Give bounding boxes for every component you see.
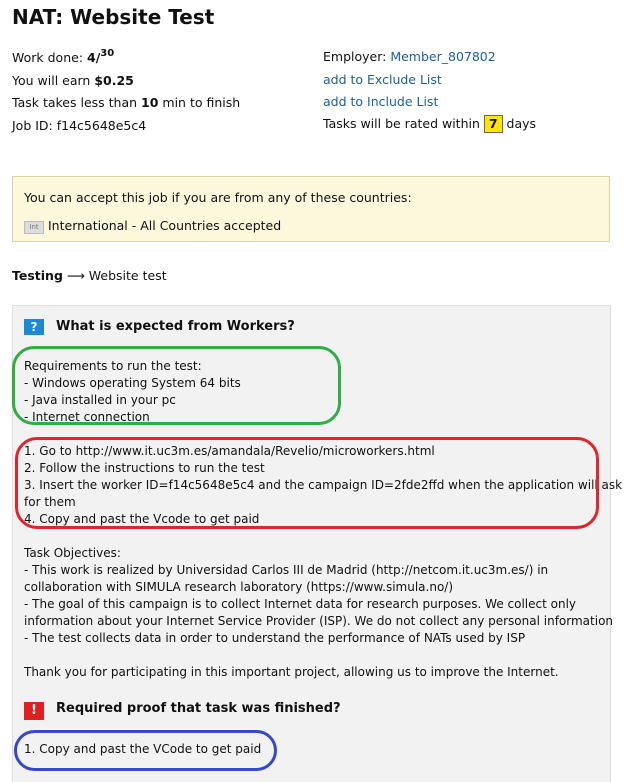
step-line: for them: [24, 495, 76, 509]
country-label: International - All Countries accepted: [48, 218, 282, 233]
objectives-line: Task Objectives:: [24, 546, 121, 560]
international-flag-icon: Int: [24, 221, 44, 234]
step-line: 1. Go to http://www.it.uc3m.es/amandala/Revelio/microworkers.html: [24, 444, 435, 458]
employer-link[interactable]: Member_807802: [390, 49, 496, 64]
objectives-line: information about your Internet Service Provider (ISP). We do not collect any personal information: [24, 614, 614, 628]
requirement-line: - Windows operating System 64 bits: [24, 376, 241, 390]
rated-suffix: days: [502, 116, 537, 131]
expected-heading-text: What is expected from Workers?: [56, 319, 295, 334]
work-done-value: 4/: [87, 50, 101, 65]
arrow-right-icon: ⟶: [66, 268, 85, 283]
step-line: 3. Insert the worker ID=f14c5648e5c4 and the campaign ID=2fde2ffd when the application will ask: [24, 478, 623, 492]
earnings: [12, 73, 134, 88]
requirement-line: Requirements to run the test:: [24, 359, 202, 373]
breadcrumb-subcategory: Website test: [88, 268, 167, 283]
proof-highlight-outline: [14, 730, 277, 771]
exclamation-icon: !: [24, 702, 44, 720]
proof-heading-text: Required proof that task was finished?: [56, 701, 341, 716]
objectives-line: collaboration with SIMULA research laboratory (https://www.simula.no/): [24, 580, 454, 594]
breadcrumb: [12, 268, 167, 283]
objectives-line: - The goal of this campaign is to collect Internet data for research purposes. We collect only: [24, 597, 577, 611]
rated-days-badge: 7: [484, 115, 503, 133]
work-done-total: 30: [100, 48, 115, 59]
thanks-text: Thank you for participating in this important project, allowing us to improve the Internet.: [24, 665, 559, 679]
work-done: [12, 50, 114, 65]
proof-item: 1. Copy and past the VCode to get paid: [24, 742, 262, 756]
objectives-line: - This work is realized by Universidad Carlos III de Madrid (http://netcom.it.uc3m.es/) in: [24, 563, 549, 577]
add-include-link[interactable]: add to Include List: [323, 94, 439, 109]
expected-heading: [24, 319, 295, 335]
rating-period: [323, 115, 536, 133]
page-title: NAT: Website Test: [12, 5, 215, 29]
earn-label: You will earn: [12, 73, 95, 88]
step-line: 4. Copy and past the Vcode to get paid: [24, 512, 260, 526]
time-value: 10: [141, 95, 159, 110]
countries-intro: You can accept this job if you are from any of these countries:: [24, 190, 412, 205]
time-prefix: Task takes less than: [12, 95, 142, 110]
rated-prefix: Tasks will be rated within: [323, 116, 484, 131]
employer-label: Employer:: [323, 49, 391, 64]
step-line: 2. Follow the instructions to run the test: [24, 461, 265, 475]
add-exclude-link[interactable]: add to Exclude List: [323, 72, 442, 87]
requirement-line: - Java installed in your pc: [24, 393, 176, 407]
steps-highlight-outline: [15, 437, 599, 529]
countries-box: [12, 176, 610, 242]
question-icon: ?: [24, 319, 44, 335]
objectives-line: - The test collects data in order to understand the performance of NATs used by ISP: [24, 631, 526, 645]
earn-value: $0.25: [94, 73, 134, 88]
job-id-label: Job ID:: [12, 118, 57, 133]
work-done-label: Work done:: [12, 50, 88, 65]
country-item: [24, 218, 281, 234]
requirement-line: - Internet connection: [24, 410, 150, 424]
job-id-value: f14c5648e5c4: [56, 118, 147, 133]
requirements-highlight-outline: [12, 346, 341, 425]
time-estimate: [12, 95, 240, 110]
breadcrumb-category: Testing: [12, 268, 63, 283]
time-suffix: min to finish: [158, 95, 241, 110]
proof-heading: [24, 701, 341, 720]
employer: [323, 49, 496, 64]
job-id: [12, 118, 146, 133]
